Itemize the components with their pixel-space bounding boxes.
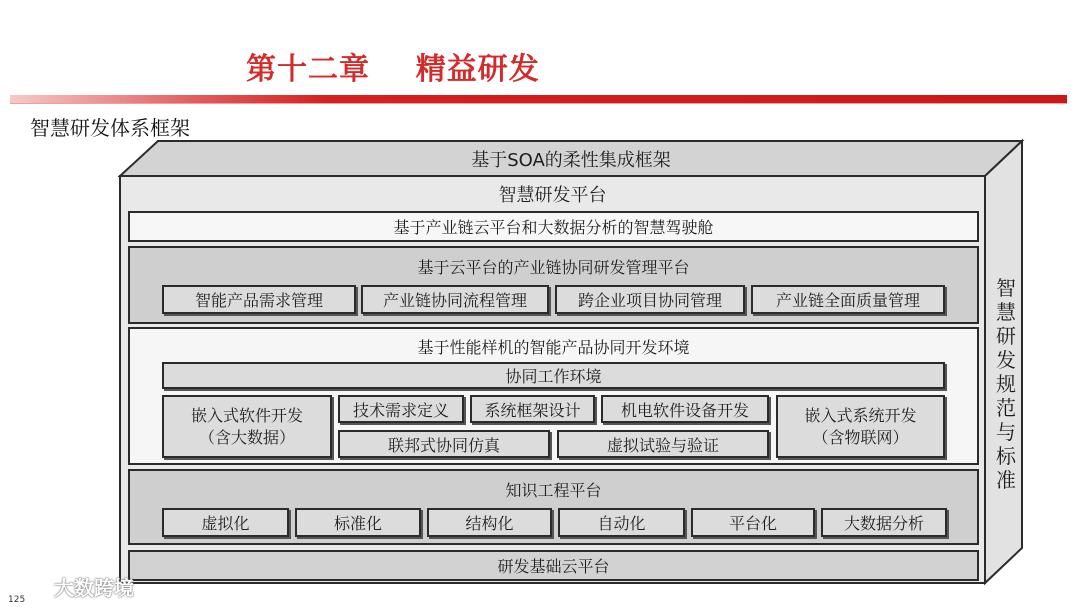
standards-side-label: 智慧研发规范与标准 (996, 276, 1016, 492)
knowledge-item-bigdata: 大数据分析 (821, 508, 947, 537)
watermark (8, 572, 134, 601)
watermark-text: 大数跨境 (54, 576, 134, 600)
mechatronic-dev-box: 机电软件设备开发 (601, 395, 769, 423)
embedded-software-line1: 嵌入式软件开发 (190, 405, 303, 425)
chapter-title: 第十二章 精益研发 (246, 52, 540, 87)
knowledge-item-standardization: 标准化 (295, 508, 421, 537)
collab-mgmt-title: 基于云平台的产业链协同研发管理平台 (417, 258, 690, 277)
process-mgmt-box: 产业链协同流程管理 (361, 285, 549, 314)
quality-mgmt-box: 产业链全面质量管理 (751, 285, 945, 314)
collab-env-bar: 协同工作环境 (162, 362, 945, 389)
embedded-software-line2: （含大数据） (198, 427, 295, 447)
dev-env-title: 基于性能样机的智能产品协同开发环境 (417, 338, 690, 357)
platform-title: 智慧研发平台 (498, 185, 607, 206)
knowledge-item-platformization: 平台化 (691, 508, 815, 537)
knowledge-item-automation: 自动化 (558, 508, 685, 537)
tech-requirement-box: 技术需求定义 (338, 395, 464, 423)
virtual-test-box: 虚拟试验与验证 (557, 430, 769, 458)
knowledge-item-virtualization: 虚拟化 (162, 508, 289, 537)
soa-framework-title: 基于SOA的柔性集成框架 (471, 150, 671, 171)
section-title: 智慧研发体系框架 (30, 116, 190, 140)
federated-sim-box: 联邦式协同仿真 (338, 430, 550, 458)
base-cloud-bar: 研发基础云平台 (128, 550, 979, 581)
requirement-mgmt-box: 智能产品需求管理 (162, 285, 356, 314)
knowledge-item-structuring: 结构化 (427, 508, 552, 537)
embedded-system-line2: （含物联网） (812, 427, 909, 447)
smart-cockpit-bar: 基于产业链云平台和大数据分析的智慧驾驶舱 (128, 211, 979, 242)
page-number: 125 (8, 595, 26, 605)
knowledge-title: 知识工程平台 (505, 481, 602, 500)
system-design-box: 系统框架设计 (470, 395, 595, 423)
embedded-system-line1: 嵌入式系统开发 (804, 405, 917, 425)
embedded-software-box (162, 395, 332, 458)
embedded-system-box (776, 395, 945, 458)
project-mgmt-box: 跨企业项目协同管理 (555, 285, 745, 314)
